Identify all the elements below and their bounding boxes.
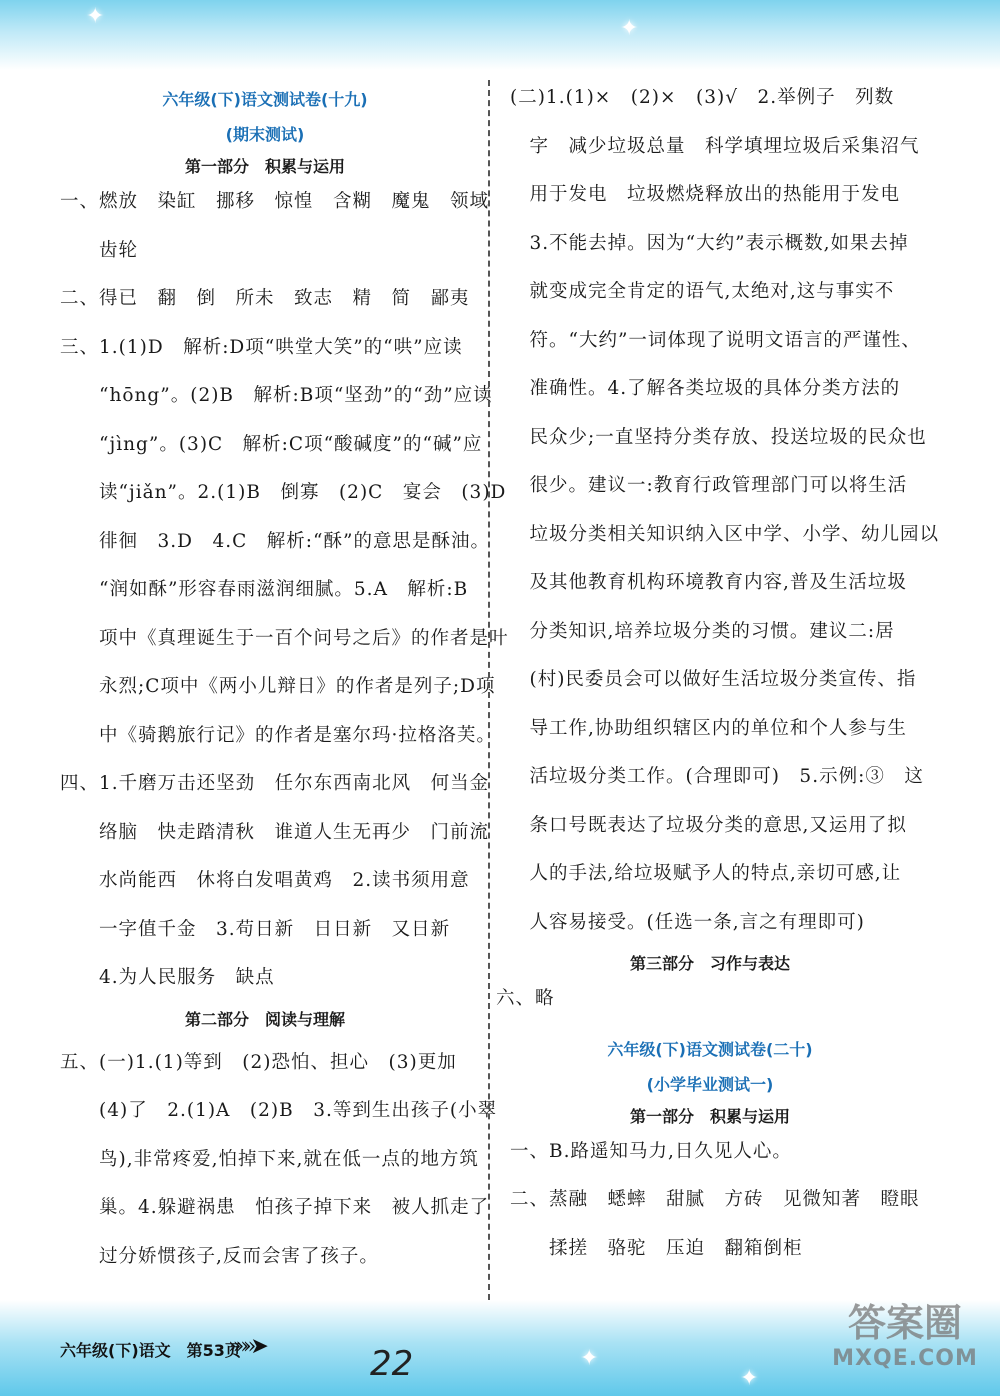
answer-line: 及其他教育机构环境教育内容,普及生活垃圾 [510,572,907,593]
sparkle-icon: ✦ [740,1366,759,1391]
answer-line: 准确性。4.了解各类垃圾的具体分类方法的 [510,378,901,399]
answer-line: 条口号既表达了垃圾分类的意思,又运用了拟 [510,814,907,836]
right-column [496,80,940,1279]
answer-six: 六、略 [496,988,555,1009]
answer-line: (二)1.(1)× (2)× (3)√ 2.举例子 列数 [510,87,895,108]
test-title-2: 六年级(下)语文测试卷(二十) [607,1039,813,1059]
answer-line: 3.不能去掉。因为“大约”表示概数,如果去掉 [510,232,909,254]
answer-line: 很少。建议一:教育行政管理部门可以将生活 [510,475,908,496]
answer-line: (村)民委员会可以做好生活垃圾分类宣传、指 [510,669,917,690]
test-subtitle-2: (小学毕业测试一) [646,1074,774,1094]
left-column [60,80,509,1287]
answer-line: 一、B.路遥知马力,日久见人心。 [510,1140,792,1162]
page-footer: 六年级(下)语文 第53页 [60,1341,241,1360]
sparkle-icon: ✦ [580,1346,599,1371]
left-answers-part1 [60,184,509,1009]
answer-line: 民众少;一直坚持分类存放、投送垃圾的民众也 [510,426,927,448]
answer-line: 字 减少垃圾总量 科学填埋垃圾后采集沼气 [510,135,920,157]
answer-line: 二、蒸融 蟋蟀 甜腻 方砖 见微知著 瞪眼 [510,1189,920,1210]
watermark-url: MXQE.COM [832,1346,978,1371]
part3-heading: 第三部分 习作与表达 [629,954,790,973]
answer-line: 齿轮 [60,239,139,261]
top-decorative-band [0,0,1000,70]
answer-line: 垃圾分类相关知识纳入区中学、小学、幼儿园以 [510,523,940,545]
answer-line: 四、1.千磨万击还坚劲 任尔东西南北风 何当金 [60,773,490,794]
sparkle-icon: ✦ [620,16,639,41]
answer-line: 人容易接受。(任选一条,言之有理即可) [510,911,865,933]
answer-line: 人的手法,给垃圾赋予人的特点,亲切可感,让 [510,863,902,884]
watermark-logo [816,1300,994,1390]
sparkle-icon: ✦ [86,4,105,29]
left-answers-part2 [60,1045,498,1288]
answer-line: 4.为人民服务 缺点 [60,967,275,988]
right-answers-part1 [510,1134,920,1280]
answer-line: 永烈;C项中《两小儿辩日》的作者是列子;D项 [60,676,496,697]
part2-heading: 第二部分 阅读与理解 [184,1009,345,1029]
answer-line: 符。“大约”一词体现了说明文语言的严谨性、 [510,329,921,351]
arrow-icon: »»»➤ [228,1334,263,1359]
answer-line: 一、燃放 染缸 挪移 惊惶 含糊 魔鬼 领域 [60,191,490,212]
answer-line: “hōng”。(2)B 解析:B项“坚劲”的“劲”应读 [60,385,493,406]
answer-line: 络脑 快走踏清秋 谁道人生无再少 门前流 [60,821,490,843]
part1b-heading: 第一部分 积累与运用 [629,1106,790,1126]
answer-line: 徘徊 3.D 4.C 解析:“酥”的意思是酥油。 [60,530,490,552]
answer-line: 导工作,协助组织辖区内的单位和个人参与生 [510,717,907,739]
answer-line: 分类知识,培养垃圾分类的习惯。建议二:居 [510,620,895,642]
answer-line: 项中《真理诞生于一百个问号之后》的作者是叶 [60,627,509,649]
answer-line: 揉搓 骆驼 压迫 翻箱倒柜 [510,1237,803,1259]
part1-heading: 第一部分 积累与运用 [184,157,345,176]
column-divider [488,80,490,1300]
answer-line: 就变成完全肯定的语气,太绝对,这与事实不 [510,281,895,302]
answer-line: 一字值千金 3.苟日新 日日新 又日新 [60,918,451,940]
answer-line: “润如酥”形容春雨滋润细腻。5.A 解析:B [60,579,469,600]
watermark-text: 答案圈 [847,1301,962,1345]
answer-line: “jìng”。(3)C 解析:C项“酸碱度”的“碱”应 [60,433,483,455]
answer-line: 水尚能西 休将白发唱黄鸡 2.读书须用意 [60,870,470,891]
right-answers-part2 [510,80,940,953]
answer-line: 三、1.(1)D 解析:D项“哄堂大笑”的“哄”应读 [60,336,463,358]
answer-line: 二、得已 翻 倒 所未 致志 精 简 鄙夷 [60,288,470,309]
test-title: 六年级(下)语文测试卷(十九) [162,90,368,109]
answer-line: 活垃圾分类工作。(合理即可) 5.示例:③ 这 [510,766,924,787]
answer-line: 中《骑鹅旅行记》的作者是塞尔玛·拉格洛芙。 [60,724,496,746]
test-subtitle: (期末测试) [225,125,305,144]
answer-line: 鸟),非常疼爱,怕掉下来,就在低一点的地方筑 [60,1148,479,1170]
handwritten-page-number: 22 [370,1344,414,1384]
answer-line: 读“jiǎn”。2.(1)B 倒寡 (2)C 宴会 (3)D [60,482,507,503]
answer-line: 五、(一)1.(1)等到 (2)恐怕、担心 (3)更加 [60,1051,457,1073]
answer-line: (4)了 2.(1)A (2)B 3.等到生出孩子(小翠 [60,1100,498,1121]
answer-line: 用于发电 垃圾燃烧释放出的热能用于发电 [510,184,901,205]
answer-line: 过分娇惯孩子,反而会害了孩子。 [60,1245,379,1267]
answer-line: 巢。4.躲避祸患 怕孩子掉下来 被人抓走了 [60,1197,490,1218]
